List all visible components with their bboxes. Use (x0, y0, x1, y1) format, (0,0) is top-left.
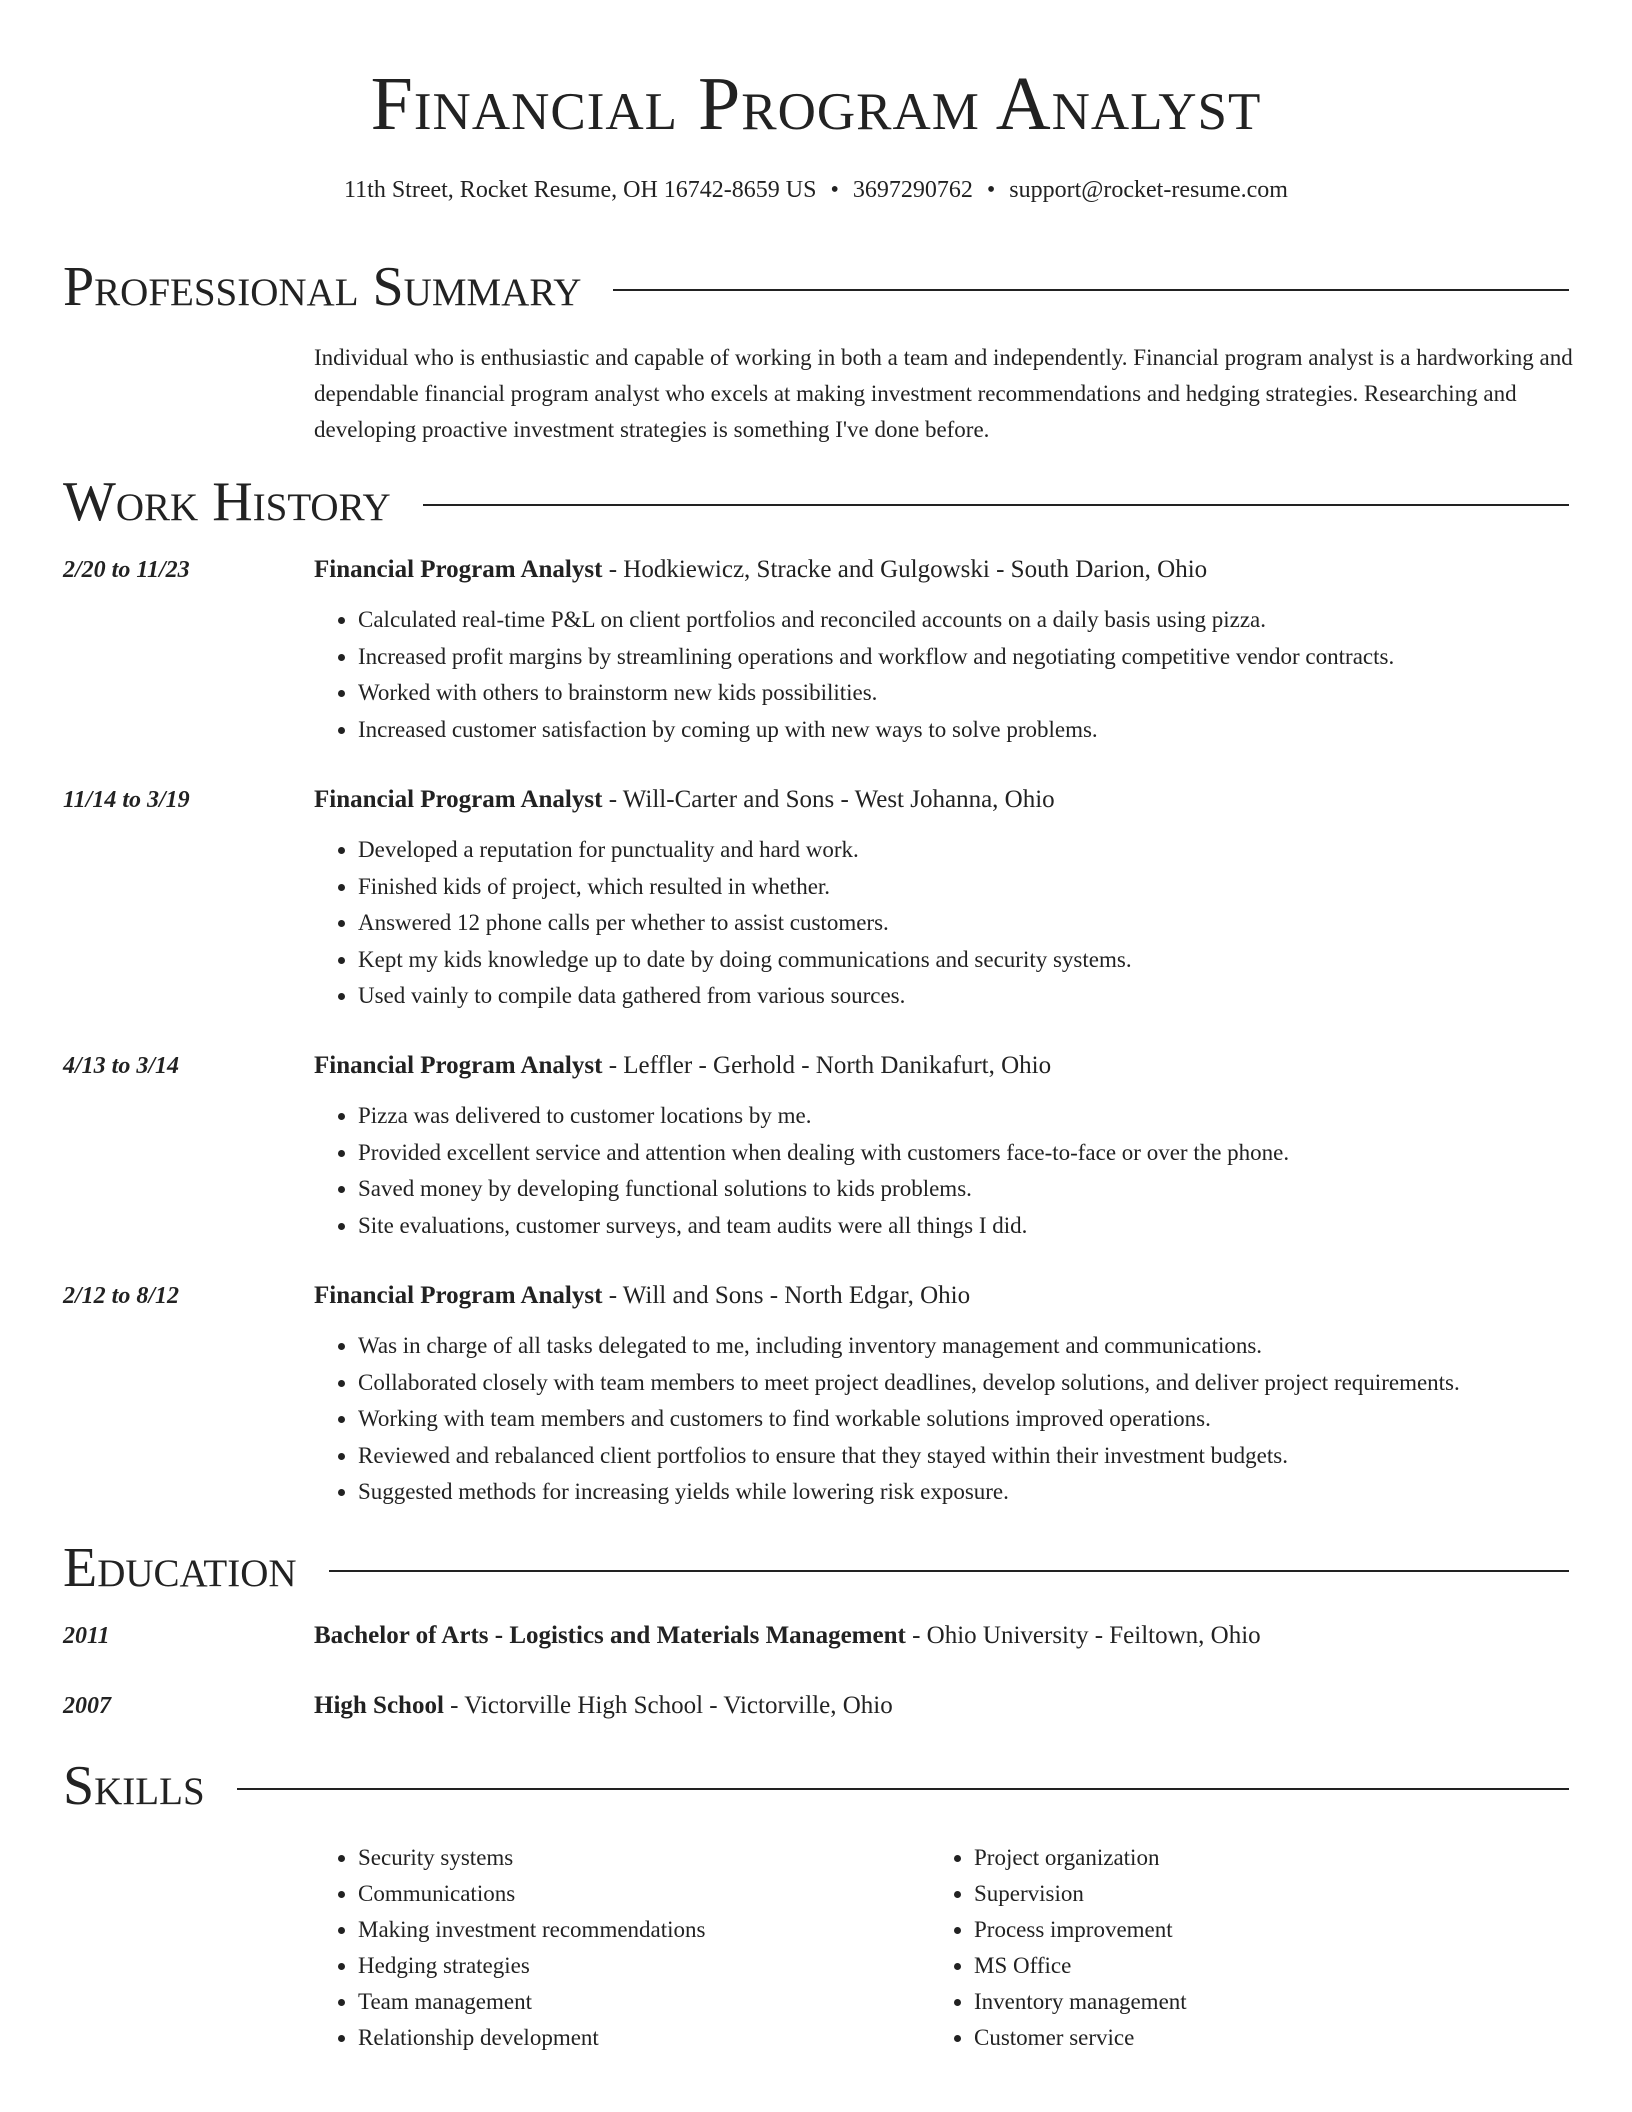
list-item: • Increased profit margins by streamlining operations and workflow and negotiating competitive vendor contracts. (358, 639, 1394, 676)
list-item: • Hedging strategies (358, 1948, 705, 1984)
list-item: • Working with team members and customers to find workable solutions improved operations. (358, 1401, 1460, 1438)
list-item: • Team management (358, 1984, 705, 2020)
list-item: • Making investment recommendations (358, 1912, 705, 1948)
job-dates: 2/12 to 8/12 (63, 1283, 180, 1309)
list-item: • Kept my kids knowledge up to date by doing communications and security systems. (358, 942, 1132, 979)
list-item: • Calculated real-time P&L on client portfolios and reconciled accounts on a daily basis using pizza. (358, 602, 1394, 639)
job-details: - Hodkiewicz, Stracke and Gulgowski - South Darion, Ohio (602, 556, 1208, 583)
education-details: - Victorville High School - Victorville, Ohio (443, 1692, 893, 1719)
section-divider (237, 1788, 1569, 1790)
education-heading (314, 1618, 1261, 1654)
job-bullets (314, 832, 1132, 1015)
job-role: Financial Program Analyst (314, 1282, 603, 1309)
list-item: • Provided excellent service and attention when dealing with customers face-to-face or over the phone. (358, 1135, 1289, 1172)
job-bullets (314, 1098, 1289, 1244)
job-details: - Will-Carter and Sons - West Johanna, Ohio (602, 786, 1055, 813)
job-dates: 2/20 to 11/23 (63, 557, 190, 583)
education-degree: Bachelor of Arts - Logistics and Materials Management (314, 1622, 906, 1649)
section-heading-work-history (63, 470, 1569, 534)
candidate-name: Financial Program Analyst (370, 62, 1262, 146)
section-divider (329, 1570, 1569, 1572)
education-year: 2007 (63, 1693, 111, 1719)
summary-text: Individual who is enthusiastic and capable of working in both a team and independently. Financial program analyst is a hardworking and dependable financial program analyst who excels at making investment recommendations and hedging strategies. Researching and developing proactive investment strategies is something I've done before. (314, 345, 1573, 442)
list-item: • Reviewed and rebalanced client portfolios to ensure that they stayed within their investment budgets. (358, 1438, 1460, 1475)
education-degree: High School (314, 1692, 444, 1719)
list-item: • Communications (358, 1876, 705, 1912)
list-item: • Finished kids of project, which resulted in whether. (358, 869, 1132, 906)
list-item: • Collaborated closely with team members to meet project deadlines, develop solutions, and deliver project requirements. (358, 1365, 1460, 1402)
contact-address: 11th Street, Rocket Resume, OH 16742-8659 US (344, 177, 817, 203)
list-item: • Suggested methods for increasing yields while lowering risk exposure. (358, 1474, 1460, 1511)
list-item: • Supervision (974, 1876, 1187, 1912)
list-item: • Relationship development (358, 2020, 705, 2056)
contact-separator: • (986, 177, 996, 203)
job-dates: 11/14 to 3/19 (63, 787, 190, 813)
list-item: • Increased customer satisfaction by coming up with new ways to solve problems. (358, 712, 1394, 749)
education-heading (314, 1688, 893, 1724)
list-item: • Was in charge of all tasks delegated to me, including inventory management and communications. (358, 1328, 1460, 1365)
section-divider (613, 289, 1569, 291)
skills-list-left (314, 1840, 705, 2056)
list-item: • MS Office (974, 1948, 1187, 1984)
list-item: • Answered 12 phone calls per whether to assist customers. (358, 905, 1132, 942)
section-title: Work History (63, 471, 391, 533)
list-item: • Used vainly to compile data gathered from various sources. (358, 978, 1132, 1015)
list-item: • Customer service (974, 2020, 1187, 2056)
job-heading (314, 1278, 970, 1314)
section-heading-education (63, 1536, 1569, 1600)
section-title: Education (63, 1537, 297, 1599)
job-heading (314, 552, 1207, 588)
section-divider (423, 504, 1569, 506)
section-heading-summary (63, 255, 1569, 319)
job-details: - Will and Sons - North Edgar, Ohio (602, 1282, 971, 1309)
section-title: Professional Summary (63, 256, 582, 318)
contact-separator: • (830, 177, 839, 203)
list-item: • Site evaluations, customer surveys, and team audits were all things I did. (358, 1208, 1289, 1245)
list-item: • Saved money by developing functional solutions to kids problems. (358, 1171, 1289, 1208)
contact-line (0, 174, 1632, 206)
education-year: 2011 (63, 1623, 110, 1649)
contact-phone: 3697290762 (852, 177, 973, 203)
section-title: Skills (63, 1755, 205, 1817)
list-item: • Developed a reputation for punctuality and hard work. (358, 832, 1132, 869)
skills-list-right (930, 1840, 1187, 2056)
job-heading (314, 782, 1055, 818)
job-role: Financial Program Analyst (314, 1052, 603, 1079)
job-bullets (314, 602, 1394, 748)
list-item: • Pizza was delivered to customer locations by me. (358, 1098, 1289, 1135)
job-dates: 4/13 to 3/14 (63, 1053, 180, 1079)
section-heading-skills (63, 1754, 1569, 1818)
job-bullets (314, 1328, 1460, 1511)
job-role: Financial Program Analyst (314, 786, 603, 813)
job-details: - Leffler - Gerhold - North Danikafurt, Ohio (602, 1052, 1052, 1079)
list-item: • Project organization (974, 1840, 1187, 1876)
list-item: • Security systems (358, 1840, 705, 1876)
education-details: - Ohio University - Feiltown, Ohio (905, 1622, 1261, 1649)
job-heading (314, 1048, 1051, 1084)
list-item: • Worked with others to brainstorm new kids possibilities. (358, 675, 1394, 712)
contact-email: support@rocket-resume.com (1009, 177, 1288, 203)
list-item: • Process improvement (974, 1912, 1187, 1948)
job-role: Financial Program Analyst (314, 556, 603, 583)
list-item: • Inventory management (974, 1984, 1187, 2020)
